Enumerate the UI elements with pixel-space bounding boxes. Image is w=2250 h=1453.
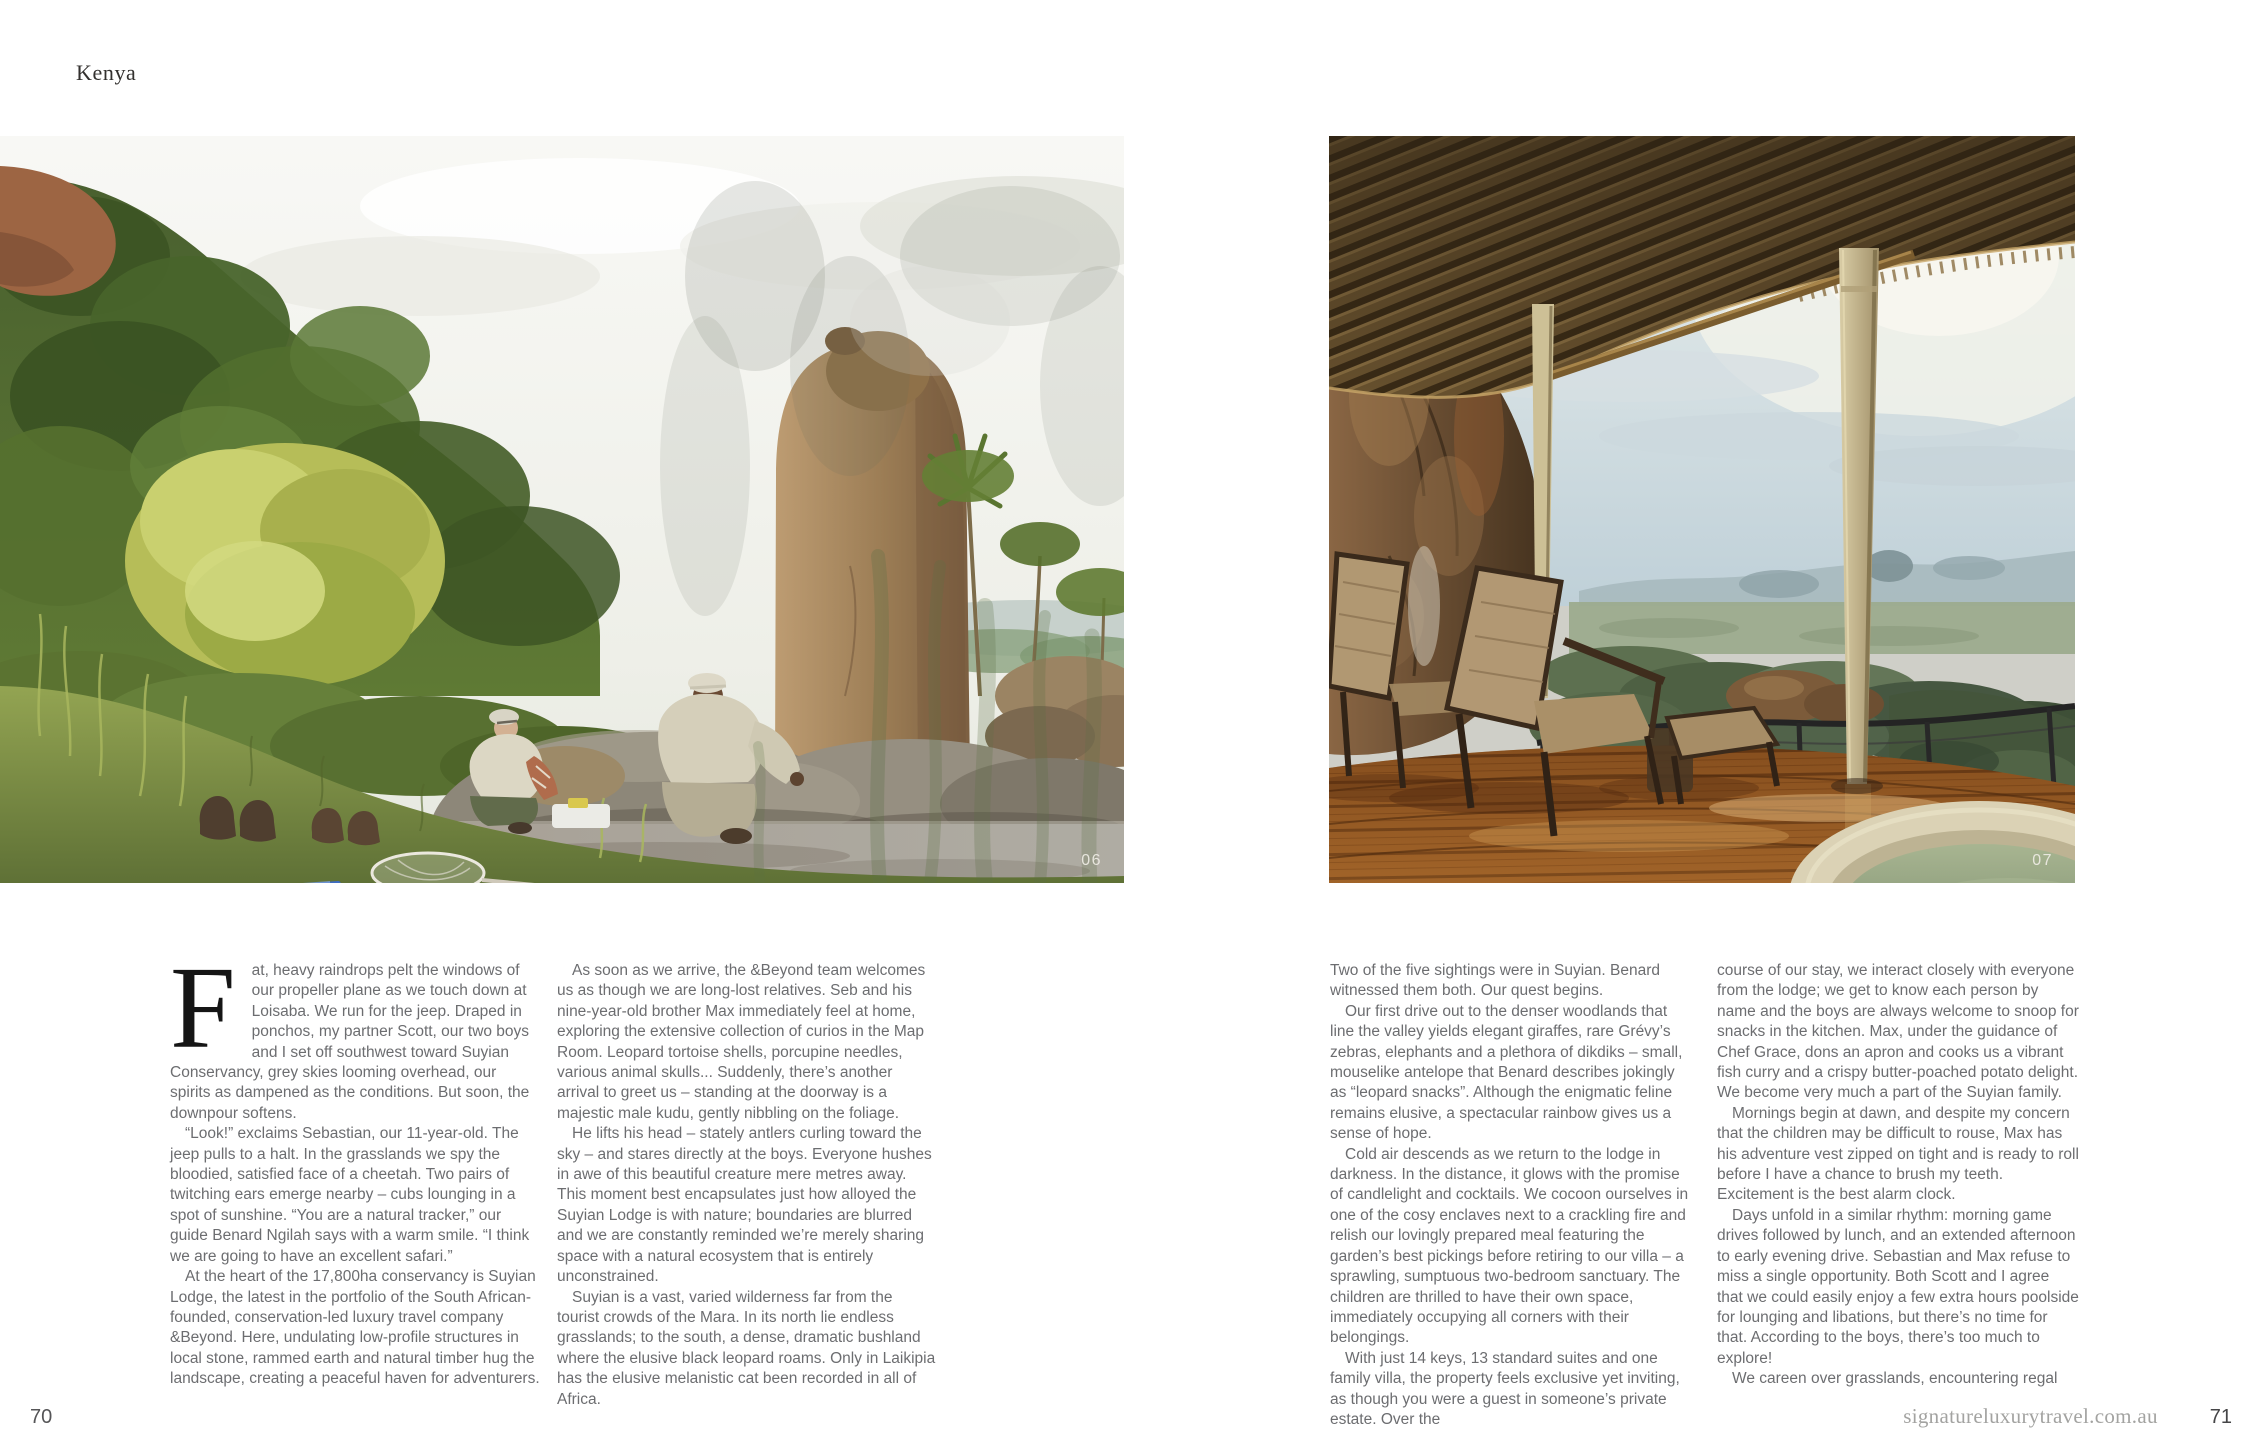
page-number-left: 70 (30, 1406, 53, 1428)
article-paragraph: Cold air descends as we return to the lodge in darkness. In the distance, it glows with the promise of candlelight and cocktails. We cocoon ourselves in one of the cosy enclaves next to a crackling fire and relish our lovingly prepared meal featuring the garden’s best pickings before retiring to our villa – a sprawling, sumptuous two-bedroom sanctuary. The children are thrilled to have their own space, immediately occupying all corners with their belongings. (1330, 1145, 1689, 1347)
page-number-right: 71 (2209, 1406, 2232, 1428)
article-paragraph: Suyian is a vast, varied wilderness far from the tourist crowds of the Mara. In its north lie endless grasslands; to the south, a dense, dramatic bushland where the elusive black leopard roams. Only in Laikipia has the elusive melanistic cat been recorded in all of Africa. (557, 1288, 936, 1408)
article-paragraph: “Look!” exclaims Sebastian, our 11-year-old. The jeep pulls to a halt. In the grasslands we spy the bloodied, satisfied face of a cheetah. Two pairs of twitching ears emerge nearby – cubs lounging in a spot of sunshine. “You are a natural tracker,” our guide Benard Ngilah says with a warm smile. “I think we are going to have an excellent safari.” (170, 1125, 530, 1265)
article-column-4 (1717, 961, 2079, 1390)
photo-number-badge: 07 (2032, 852, 2053, 869)
article-paragraph: Two of the five sightings were in Suyian. Benard witnessed them both. Our quest begins. (1330, 962, 1660, 1000)
article-column-2 (557, 961, 937, 1410)
photo-07-lodge-deck (1329, 136, 2075, 883)
photo-number-badge: 06 (1081, 852, 1102, 869)
drop-cap: F (170, 942, 236, 1073)
article-paragraph: He lifts his head – stately antlers curling toward the sky – and stares directly at the boys. Everyone hushes in awe of this beautiful creature mere metres away. This moment best encapsulates just how alloyed the Suyian Lodge is with nature; boundaries are blurred and we are constantly reminded we’re merely sharing space with a natural ecosystem that is entirely unconstrained. (557, 1125, 932, 1286)
article-paragraph: course of our stay, we interact closely with everyone from the lodge; we get to know each person by name and the boys are always welcome to snoop for snacks in the kitchen. Max, under the guidance of Chef Grace, dons an apron and cooks us a vibrant fish curry and a crispy butter-poached potato delight. We become very much a part of the Suyian family. (1717, 962, 2079, 1102)
article-paragraph: At the heart of the 17,800ha conservancy is Suyian Lodge, the latest in the portfolio of the South African-founded, conservation-led luxury travel company &Beyond. Here, undulating low-profile structures in local stone, rammed earth and natural timber hug the landscape, creating a peaceful haven for adventurers. (170, 1268, 540, 1388)
article-column-1 (170, 942, 540, 1390)
article-paragraph: We careen over grasslands, encountering regal (1732, 1370, 2058, 1388)
footer-right (1903, 1404, 2232, 1429)
article-paragraph: Mornings begin at dawn, and despite my concern that the children may be difficult to rouse, Max has his adventure vest zipped on tight and is ready to roll before I have a chance to brush my teeth. Excitement is the best alarm clock. (1717, 1104, 2079, 1204)
article-paragraph: Our first drive out to the denser woodlands that line the valley yields elegant giraffes, rare Grévy’s zebras, elephants and a plethora of dikdiks – small, mouselike antelope that Benard describes jokingly as “leopard snacks”. Although the enigmatic feline remains elusive, a spectacular rainbow gives us a sense of hope. (1330, 1002, 1683, 1143)
photo-06-safari-waterhole (0, 136, 1124, 883)
article-paragraph: F at, heavy raindrops pelt the windows of our propeller plane as we touch down at Loisaba. We run for the jeep. Draped in ponchos, my partner Scott, our two boys and I set off southwest toward Suyian Conservancy, grey skies looming overhead, our spirits as dampened as the conditions. But soon, the downpour softens. (170, 942, 530, 1122)
photo-07-illustration (1329, 136, 2075, 883)
photo-06-illustration (0, 136, 1124, 883)
article-paragraph: With just 14 keys, 13 standard suites and one family villa, the property feels exclusive yet inviting, as though you were a guest in someone’s private estate. Over the (1330, 1349, 1680, 1428)
section-label: Kenya (76, 60, 137, 85)
article-paragraph: As soon as we arrive, the &Beyond team welcomes us as though we are long-lost relatives. Seb and his nine-year-old brother Max immediately feel at home, exploring the extensive collection of curios in the Map Room. Leopard tortoise shells, porcupine needles, various animal skulls... Suddenly, there’s another arrival to greet us – standing at the doorway is a majestic male kudu, gently nibbling on the foliage. (557, 962, 926, 1122)
site-url: signatureluxurytravel.com.au (1903, 1404, 2158, 1428)
article-column-3 (1330, 961, 1694, 1430)
article-paragraph: Days unfold in a similar rhythm: morning game drives followed by lunch, and an extended afternoon to early evening drive. Sebastian and Max refuse to miss a single opportunity. Both Scott and I agree that we could easily enjoy a few extra hours poolside for lounging and libations, but there’s no time for that. According to the boys, there’s too much to explore! (1717, 1206, 2079, 1367)
